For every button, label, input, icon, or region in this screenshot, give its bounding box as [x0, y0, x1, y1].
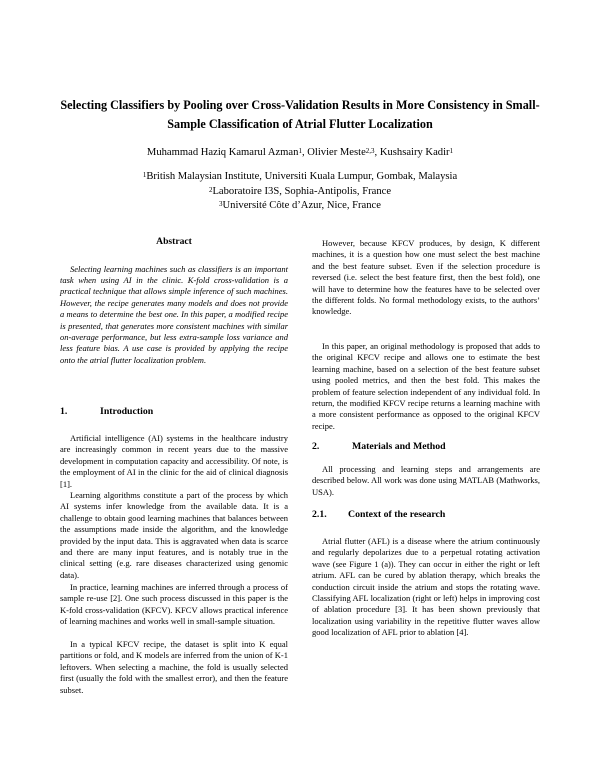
affiliation: $^1$British Malaysian Institute, Universiti Kuala Lumpur, Gombak, Malaysia [142, 171, 458, 182]
section-heading-materials-method: 2. Materials and Method [312, 441, 446, 452]
paragraph: All processing and learning steps and arrangements are described below. All work was done using MATLAB (Mathworks, USA). [312, 464, 540, 497]
author-name: Kushsairy Kadir [379, 147, 450, 158]
author-list: Muhammad Haziq Kamarul Azman$^1$, Olivier Meste$^{2,3}$, Kushsairy Kadir$^1$ [146, 147, 454, 158]
author-affiliation-mark: 1 [298, 147, 302, 155]
abstract-text: Selecting learning machines such as classifiers is an important task when using AI in the clinic. K-fold cross-validation is a practical technique that allows simple inference of such machines. However, the recipe generates many models and does not provide a means to determine the best one. In this paper, a modified recipe is presented, that generates more consistent machines with similar on-average performance, but less extra-sample loss variance and less feature bias. A use case is provided by applying the recipe onto the atrial flutter localization problem. [60, 263, 288, 365]
subsection-heading-context: 2.1. Context of the research [312, 509, 446, 520]
paragraph: Artificial intelligence (AI) systems in the healthcare industry are increasingly common in recent years due to the massive development in computation capacity and accessibility. Of note, is the employment of AI in the clinic for the aid of clinical diagnosis [1]. [60, 433, 288, 489]
paper-title: Selecting Classifiers by Pooling over Cross-Validation Results in More Consistency in Small-Sample Classification of Atrial Flutter Localization [60, 98, 540, 131]
paragraph: In this paper, an original methodology is proposed that adds to the original KFCV recipe and allows one to estimate the best learning machine, based on a selection of the best feature subset using pooled metrics, and then the best fold. This makes the problem of feature selection independent of any individual fold. In return, the modified KFCV recipe returns a learning machine with a more consistent performance as opposed to the original KFCV recipe. [312, 341, 540, 431]
paragraph: In practice, learning machines are inferred through a process of sample re-use [2]. One such process discussed in this paper is the K-fold cross-validation (KFCV). KFCV allows practical inference of learning machines and works well in small-sample situation. [60, 582, 288, 627]
paragraph: Atrial flutter (AFL) is a disease where the atrium continuously and regularly depolarizes due to a perpetual rotating activation wave (see Figure 1 (a)). They can occur in either the right or left atrium. AFL can be cured by ablation therapy, which breaks the conduction circuit inside the atrium and stops the rotating wave. Classifying AFL localization (right or left) helps in improving cost of ablation procedure [3]. It has been shown previously that localization using variability in the repetitive flutter waves allow good localization of AFL prior to ablation [4]. [312, 536, 540, 638]
author-affiliation-mark: 2,3 [365, 147, 375, 155]
author-name: Muhammad Haziq Kamarul Azman [146, 147, 299, 158]
affiliation-list [40, 170, 560, 214]
abstract-heading: Abstract [156, 236, 192, 247]
affiliation: $^2$Laboratoire I3S, Sophia-Antipolis, France [208, 185, 392, 197]
author-name: Olivier Meste [307, 147, 366, 158]
affiliation: $^3$Université Côte d’Azur, Nice, France [219, 200, 381, 211]
section-heading-introduction: 1. Introduction [60, 406, 154, 417]
paragraph: In a typical KFCV recipe, the dataset is split into K equal partitions or fold, and K models are inferred from the union of K-1 leftovers. When selecting a machine, the fold is usually selected first (usually the fold with the smallest error), and then the feature subset. [60, 639, 288, 695]
author-affiliation-mark: 1 [449, 147, 454, 155]
paragraph: However, because KFCV produces, by design, K different machines, it is a question how one must select the best machine and the best feature subset. Even if the selection procedure is reversed (i.e. select the best feature first, then the best fold), one will have to determine how the features have to be selected over the different folds. No formal methodology exists, to the authors’ knowledge. [312, 238, 540, 317]
paragraph: Learning algorithms constitute a part of the process by which AI systems infer knowledge from the available data. It is a challenge to obtain good learning machines that balances between the assumptions made inside the algorithm, and the knowledge provided by the input data. This is aggravated when data is scarce and there are many input features, and is notably true in the clinical setting (e.g. rare diseases characterized using genomic data). [60, 490, 288, 580]
